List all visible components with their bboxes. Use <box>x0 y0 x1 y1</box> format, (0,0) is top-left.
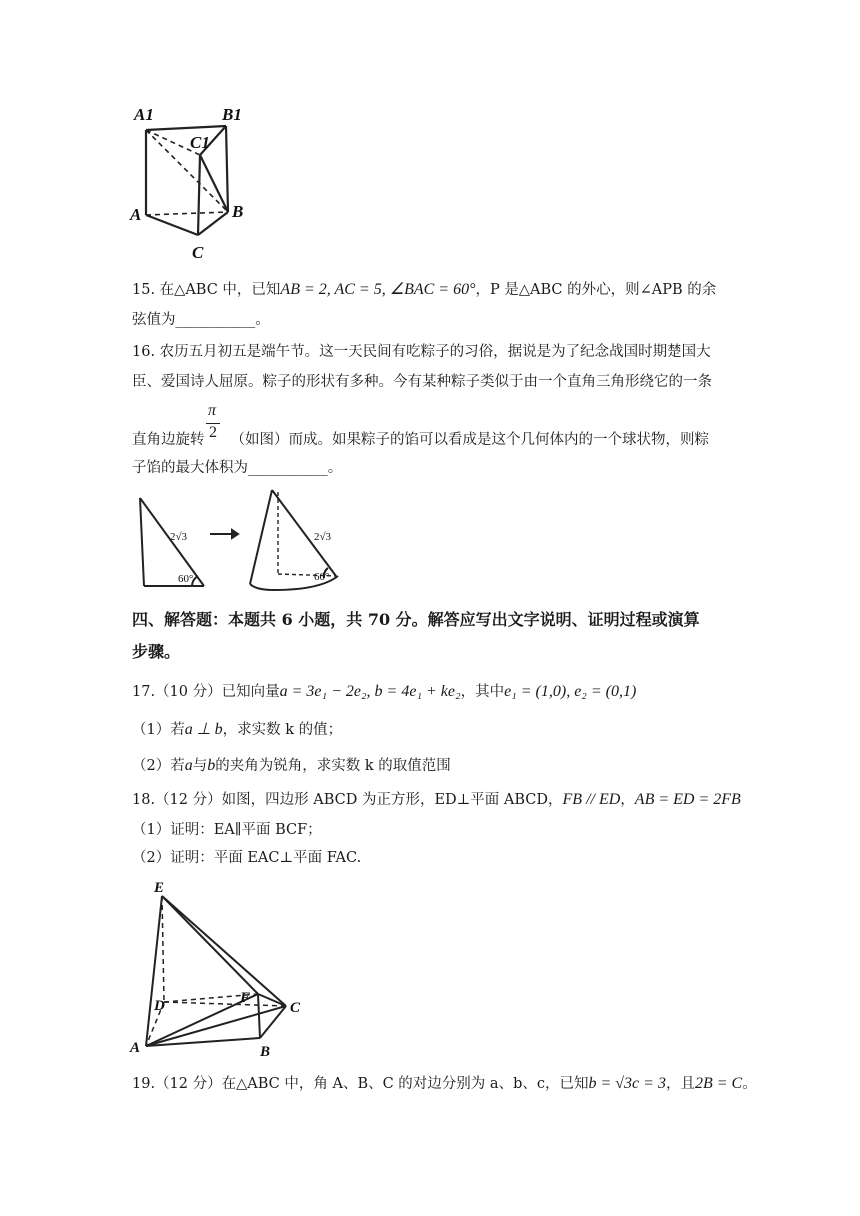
q16-line2: 臣、爱国诗人屈原。粽子的形状有多种。今有某种粽子类似于由一个直角三角形绕它的一条 <box>132 374 712 390</box>
label-a1: A1 <box>134 105 154 124</box>
q16-line1: 16. 农历五月初五是端午节。这一天民间有吃粽子的习俗，据说是为了纪念战国时期楚国大 <box>132 344 711 360</box>
q15-line1: 15. 在△ABC 中，已知AB = 2, AC = 5, ∠BAC = 60°，P 是△ABC 的外心，则∠APB 的余 <box>132 281 717 298</box>
label-f: F <box>240 990 251 1006</box>
label-d: D <box>154 998 165 1014</box>
section4-heading-line1: 四、解答题：本题共 6 小题，共 70 分。解答应写出文字说明、证明过程或演算 <box>132 610 700 629</box>
q17-vector-def: a = 3e₁ − 2e₂, b = 4e₁ + ke₂ <box>279 683 461 700</box>
q18-part2: （2）证明：平面 EAC⊥平面 FAC. <box>132 850 362 866</box>
label-e: E <box>154 880 165 896</box>
q17-part2: （2）若a与b的夹角为锐角，求实数 k 的取值范围 <box>132 757 451 774</box>
q16-line4: 子馅的最大体积为___________。 <box>132 460 343 476</box>
q15-line2: 弦值为___________。 <box>132 312 270 328</box>
cone-figure <box>128 486 358 596</box>
label-c: C <box>192 243 204 262</box>
label-c1: C1 <box>190 133 210 152</box>
q17-stem: 17.（10 分）已知向量a = 3e₁ − 2e₂, b = 4e₁ + ke₂，其中e₁ = (1,0), e₂ = (0,1) <box>132 683 637 700</box>
label-a: A <box>130 1040 141 1056</box>
q17-part1: （1）若a ⊥ b，求实数 k 的值； <box>132 721 343 738</box>
q18-part1: （1）证明：EA∥平面 BCF； <box>132 822 322 838</box>
label-b: B <box>260 1044 271 1060</box>
q15-math: AB = 2, AC = 5, ∠BAC = 60° <box>280 281 476 298</box>
label-c: C <box>290 1000 301 1016</box>
label-a: A <box>130 205 142 224</box>
q17-basis-def: e₁ = (1,0), e₂ = (0,1) <box>504 683 637 700</box>
q16-pi-denominator: 2 <box>209 424 217 441</box>
cone-angle-label: 60° <box>314 571 330 583</box>
triangle-angle-label: 60° <box>178 573 194 585</box>
label-b: B <box>232 202 244 221</box>
q16-line3: 直角边旋转 （如图）而成。如果粽子的馅可以看成是这个几何体内的一个球状物，则粽 <box>132 432 709 448</box>
label-b1: B1 <box>222 105 242 124</box>
cone-side-label: 2√3 <box>314 531 332 543</box>
pyramid-figure <box>128 878 308 1063</box>
q18-stem: 18.（12 分）如图，四边形 ABCD 为正方形，ED⊥平面 ABCD，FB // ED，AB = ED = 2FB <box>132 791 741 808</box>
section4-heading-line2: 步骤。 <box>132 642 181 661</box>
prism-figure <box>128 100 258 265</box>
q16-pi-numerator: π <box>208 402 217 419</box>
triangle-side-label: 2√3 <box>170 531 188 543</box>
q19-stem: 19.（12 分）在△ABC 中，角 A、B、C 的对边分别为 a、b、c，已知b = √3c = 3，且2B = C。 <box>132 1075 757 1092</box>
